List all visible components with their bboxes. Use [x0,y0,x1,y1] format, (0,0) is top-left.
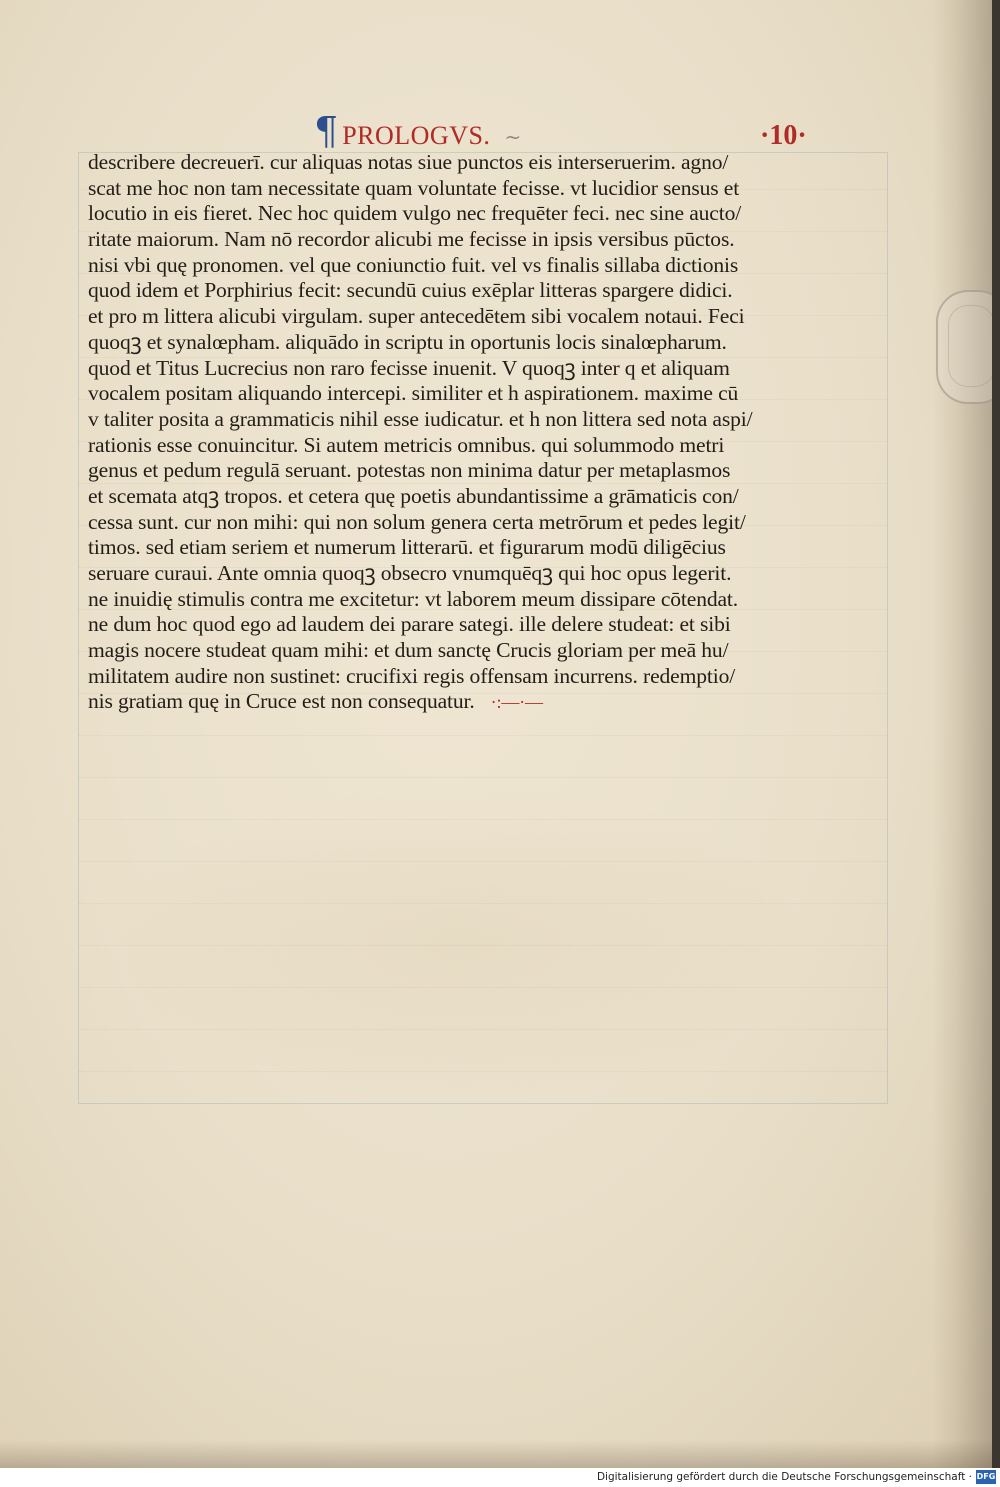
text-line-last [88,689,788,715]
text-line: ne inuidię stimulis contra me excitetur: vt laborem meum dissipare cōtendat. [88,586,739,611]
folio-number: ·10· [760,120,807,151]
text-line: quod idem et Porphirius fecit: secundū cuius exēplar litteras spargere didici. [88,278,733,303]
text-line-content: nis gratiam quę in Cruce est non consequatur. [88,689,475,714]
body-text [88,150,788,715]
end-ornament: ·:—·— [490,692,543,713]
text-line: scat me hoc non tam necessitate quam voluntate fecisse. vt lucidior sensus et [88,175,740,200]
pilcrow-icon: ¶ [314,109,339,153]
text-line: locutio in eis fieret. Nec hoc quidem vulgo nec frequēter feci. nec sine aucto/ [88,201,742,226]
text-line: rationis esse conuincitur. Si autem metricis omnibus. qui solummodo metri [88,432,725,457]
text-line: describere decreuerī. cur aliquas notas siue punctos eis interseruerim. agno/ [88,150,729,174]
text-line: quod et Titus Lucrecius non raro fecisse inuenit. V quoqꝫ inter q et aliquam [88,355,730,380]
text-line: militatem audire non sustinet: crucifixi regis offensam incurrens. redemptio/ [88,663,736,688]
page-edge-shadow [932,0,992,1468]
text-line: ritate maiorum. Nam nō recordor alicubi me fecisse in ipsis versibus pūctos. [88,227,735,252]
text-line: seruare curaui. Ante omnia quoqꝫ obsecro vnumquēqꝫ qui hoc opus legerit. [88,561,732,585]
running-header [314,109,522,153]
header-flourish: ~ [504,125,522,149]
text-line: magis nocere studeat quam mihi: et dum sanctę Crucis gloriam per meā hu/ [88,638,729,663]
header-title: PROLOGVS. [342,121,491,150]
text-line: ne dum hoc quod ego ad laudem dei parare sategi. ille delere studeat: et sibi [88,612,731,637]
page-bottom-shadow [0,1440,992,1468]
paper-clip-inner [948,305,992,387]
text-line: et scemata atqꝫ tropos. et cetera quę poetis abundantissime a grāmaticis con/ [88,483,739,508]
text-line: et pro m littera alicubi virgulam. super antecedētem sibi vocalem notaui. Feci [88,304,745,329]
text-line: quoqꝫ et synalœpham. aliquādo in scriptu in oportunis locis sinalœpharum. [88,329,727,354]
text-line: nisi vbi quę pronomen. vel que coniunctio fuit. vel vs finalis sillaba dictionis [88,252,739,277]
text-line: timos. sed etiam seriem et numerum litterarū. et figurarum modū diligēcius [88,535,726,560]
text-line: cessa sunt. cur non mihi: qui non solum genera certa metrōrum et pedes legit/ [88,509,746,534]
footer-credit: Digitalisierung gefördert durch die Deutsche Forschungsgemeinschaft · [596,1471,972,1483]
text-line: vocalem positam aliquando intercepi. similiter et h aspirationem. maxime cū [88,381,739,406]
dfg-logo: DFG [976,1470,996,1484]
text-line: genus et pedum regulā seruant. potestas non minima datur per metaplasmos [88,458,731,483]
text-line: v taliter posita a grammaticis nihil esse iudicatur. et h non littera sed nota aspi/ [88,406,753,431]
